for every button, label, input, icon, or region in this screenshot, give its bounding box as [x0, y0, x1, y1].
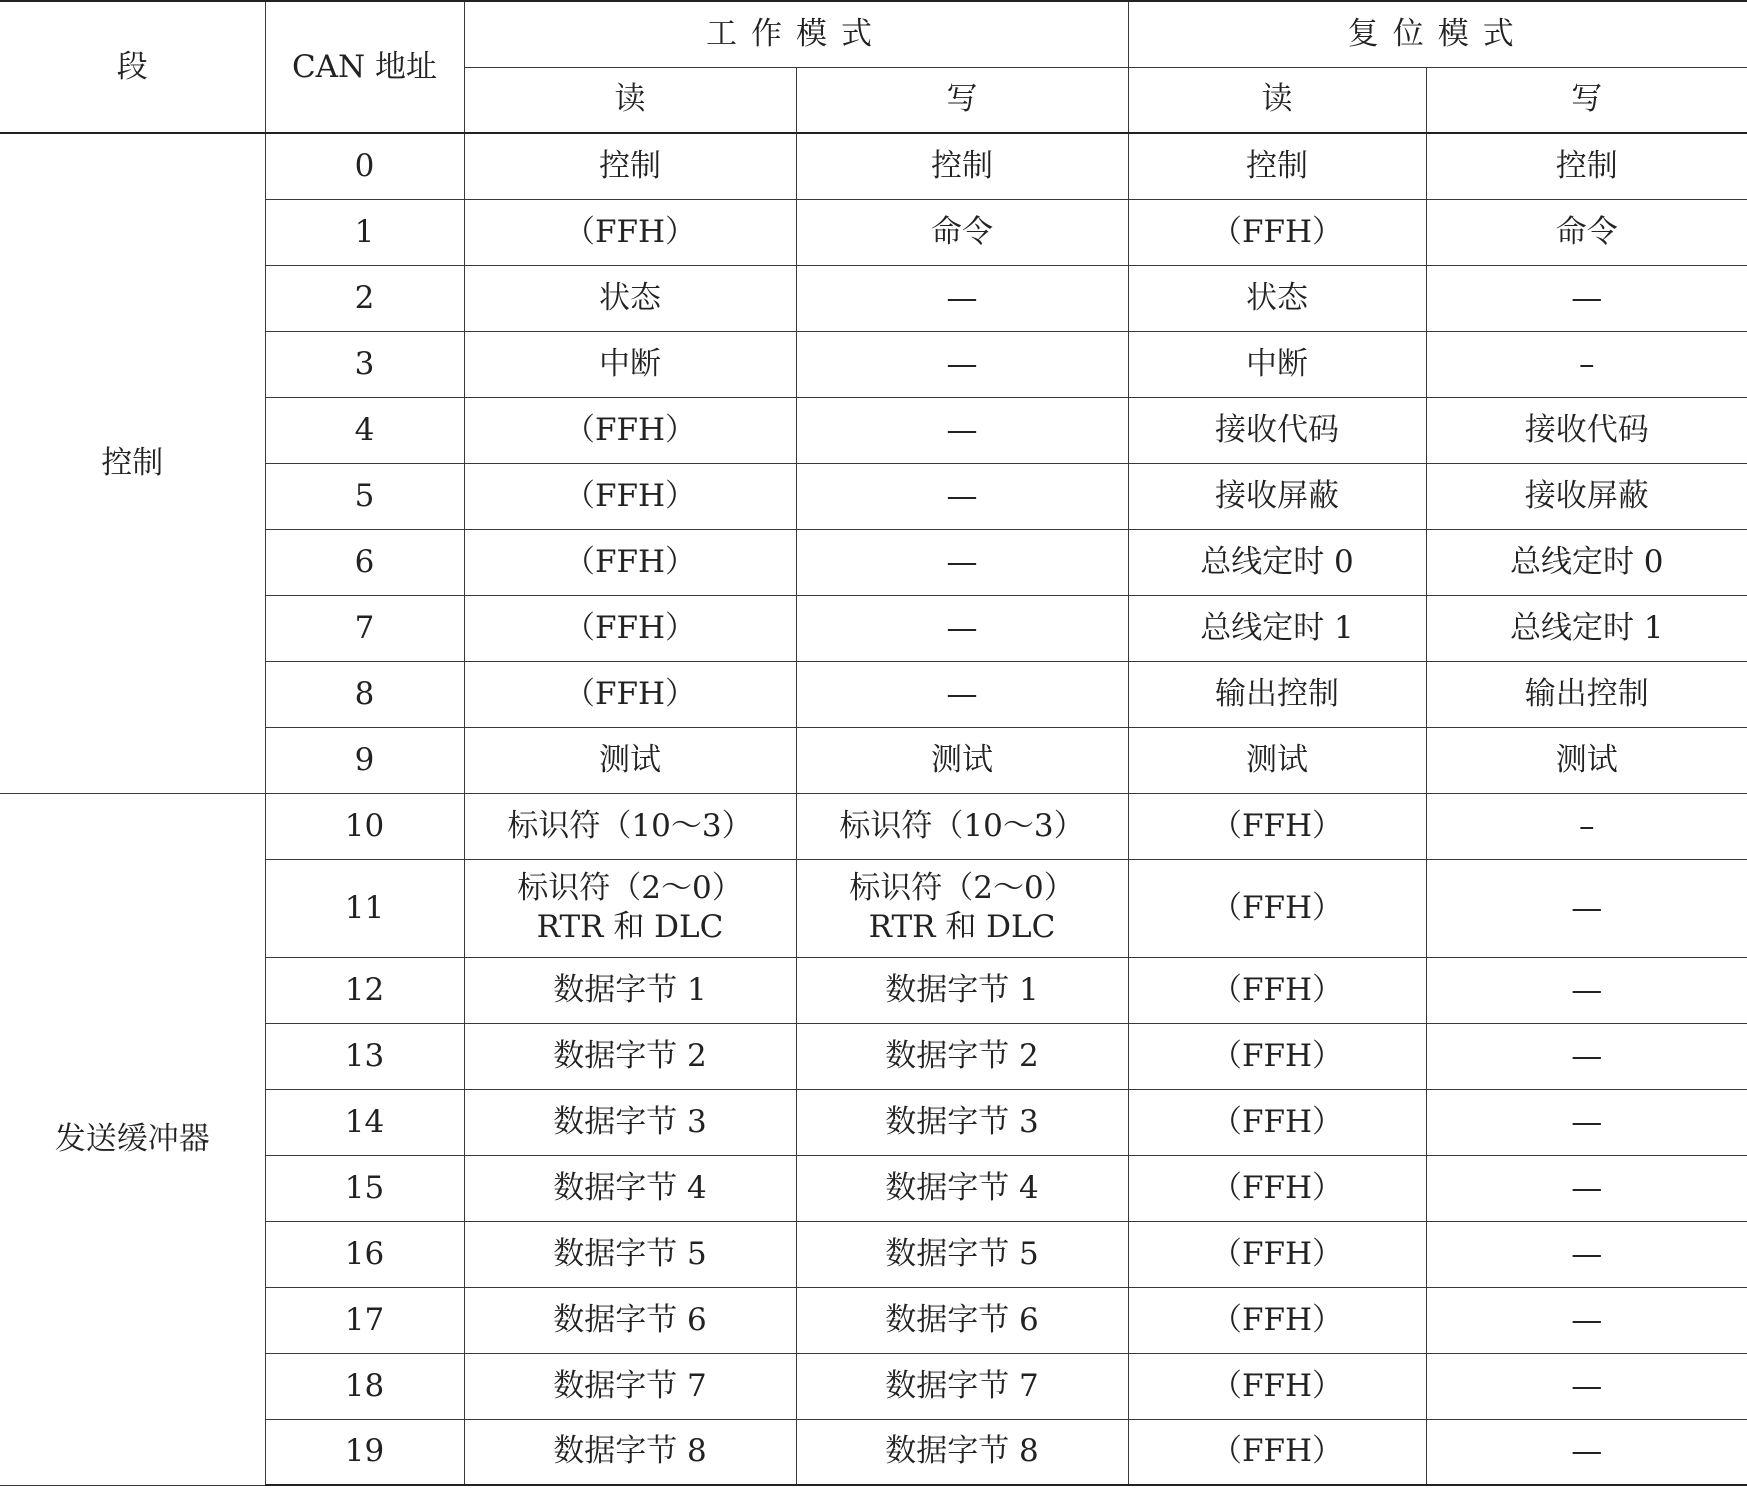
address-cell: 19 — [265, 1419, 464, 1485]
reset-read-cell: 输出控制 — [1128, 661, 1426, 727]
reset-write-cell: — — [1426, 1419, 1747, 1485]
work-read-cell-line-1: 标识符（2～0） — [517, 870, 743, 907]
reset-read-cell: 测试 — [1128, 727, 1426, 793]
reset-write-cell: 总线定时 0 — [1426, 529, 1747, 595]
work-write-cell: 数据字节 3 — [796, 1089, 1128, 1155]
work-read-cell: 中断 — [464, 331, 796, 397]
work-write-cell: — — [796, 265, 1128, 331]
header-segment: 段 — [0, 1, 265, 133]
header-can-address: CAN 地址 — [265, 1, 464, 133]
work-write-cell: 数据字节 6 — [796, 1287, 1128, 1353]
work-read-cell-line-2: RTR 和 DLC — [536, 909, 724, 945]
reset-write-cell: — — [1426, 1287, 1747, 1353]
reset-read-cell: （FFH） — [1128, 1221, 1426, 1287]
reset-read-cell: （FFH） — [1128, 1353, 1426, 1419]
work-write-cell: — — [796, 463, 1128, 529]
work-read-cell: （FFH） — [464, 529, 796, 595]
reset-write-cell: — — [1426, 265, 1747, 331]
work-read-cell: 标识符（10～3） — [464, 793, 796, 859]
address-cell: 10 — [265, 793, 464, 859]
reset-read-cell: （FFH） — [1128, 859, 1426, 957]
work-read-cell: （FFH） — [464, 397, 796, 463]
reset-write-cell: — — [1426, 1221, 1747, 1287]
work-write-cell: 数据字节 5 — [796, 1221, 1128, 1287]
reset-write-cell: 命令 — [1426, 199, 1747, 265]
work-read-cell: 数据字节 5 — [464, 1221, 796, 1287]
address-cell: 1 — [265, 199, 464, 265]
work-write-cell: 测试 — [796, 727, 1128, 793]
work-read-cell: 控制 — [464, 133, 796, 199]
address-cell: 15 — [265, 1155, 464, 1221]
work-read-cell: 数据字节 2 — [464, 1023, 796, 1089]
table-row — [0, 133, 1747, 199]
work-read-cell: 数据字节 1 — [464, 957, 796, 1023]
work-read-cell: （FFH） — [464, 463, 796, 529]
reset-write-cell: — — [1426, 1353, 1747, 1419]
address-cell: 5 — [265, 463, 464, 529]
reset-write-cell: 测试 — [1426, 727, 1747, 793]
address-cell: 3 — [265, 331, 464, 397]
table-body — [0, 133, 1747, 1485]
work-write-cell: 数据字节 2 — [796, 1023, 1128, 1089]
work-read-cell: 数据字节 3 — [464, 1089, 796, 1155]
address-cell: 7 — [265, 595, 464, 661]
address-cell: 4 — [265, 397, 464, 463]
reset-read-cell: 接收屏蔽 — [1128, 463, 1426, 529]
work-read-cell — [464, 859, 796, 957]
work-write-cell: 数据字节 1 — [796, 957, 1128, 1023]
work-read-cell: 数据字节 8 — [464, 1419, 796, 1485]
reset-write-cell: — — [1426, 957, 1747, 1023]
work-write-cell: 命令 — [796, 199, 1128, 265]
work-read-cell: 数据字节 6 — [464, 1287, 796, 1353]
work-write-cell: — — [796, 397, 1128, 463]
address-cell: 8 — [265, 661, 464, 727]
reset-read-cell: 状态 — [1128, 265, 1426, 331]
address-cell: 9 — [265, 727, 464, 793]
work-write-cell-line-2: RTR 和 DLC — [868, 909, 1056, 945]
work-read-cell: 数据字节 4 — [464, 1155, 796, 1221]
address-cell: 6 — [265, 529, 464, 595]
reset-read-cell: （FFH） — [1128, 793, 1426, 859]
reset-read-cell: （FFH） — [1128, 1155, 1426, 1221]
address-cell: 11 — [265, 859, 464, 957]
reset-read-cell: （FFH） — [1128, 1287, 1426, 1353]
address-cell: 14 — [265, 1089, 464, 1155]
reset-read-cell: 中断 — [1128, 331, 1426, 397]
reset-write-cell: – — [1426, 331, 1747, 397]
table-header — [0, 1, 1747, 133]
table-row — [0, 793, 1747, 859]
reset-write-cell: — — [1426, 859, 1747, 957]
work-write-cell-line-1: 标识符（2～0） — [849, 870, 1075, 907]
address-cell: 17 — [265, 1287, 464, 1353]
work-read-cell: 数据字节 7 — [464, 1353, 796, 1419]
header-reset-write: 写 — [1426, 67, 1747, 133]
reset-read-cell: （FFH） — [1128, 1419, 1426, 1485]
address-cell: 2 — [265, 265, 464, 331]
reset-write-cell: 接收屏蔽 — [1426, 463, 1747, 529]
work-write-cell: — — [796, 331, 1128, 397]
reset-write-cell: — — [1426, 1155, 1747, 1221]
reset-write-cell: — — [1426, 1023, 1747, 1089]
work-write-cell: 控制 — [796, 133, 1128, 199]
header-work-read: 读 — [464, 67, 796, 133]
address-cell: 0 — [265, 133, 464, 199]
reset-read-cell: 控制 — [1128, 133, 1426, 199]
work-read-cell: （FFH） — [464, 199, 796, 265]
address-cell: 13 — [265, 1023, 464, 1089]
reset-write-cell: — — [1426, 1089, 1747, 1155]
reset-write-cell: 总线定时 1 — [1426, 595, 1747, 661]
header-reset-mode: 复位模式 — [1128, 1, 1747, 67]
work-write-cell: — — [796, 595, 1128, 661]
reset-read-cell: （FFH） — [1128, 199, 1426, 265]
work-read-cell: （FFH） — [464, 595, 796, 661]
work-write-cell: — — [796, 529, 1128, 595]
segment-cell: 发送缓冲器 — [0, 793, 265, 1485]
work-write-cell: 数据字节 4 — [796, 1155, 1128, 1221]
work-write-cell: — — [796, 661, 1128, 727]
work-read-cell: 测试 — [464, 727, 796, 793]
work-write-cell: 标识符（10～3） — [796, 793, 1128, 859]
header-work-write: 写 — [796, 67, 1128, 133]
reset-read-cell: （FFH） — [1128, 1089, 1426, 1155]
reset-write-cell: 接收代码 — [1426, 397, 1747, 463]
work-write-cell: 数据字节 8 — [796, 1419, 1128, 1485]
header-reset-read: 读 — [1128, 67, 1426, 133]
reset-read-cell: 总线定时 1 — [1128, 595, 1426, 661]
segment-cell: 控制 — [0, 133, 265, 793]
work-write-cell: 数据字节 7 — [796, 1353, 1128, 1419]
work-write-cell — [796, 859, 1128, 957]
address-cell: 16 — [265, 1221, 464, 1287]
reset-write-cell: 输出控制 — [1426, 661, 1747, 727]
address-cell: 12 — [265, 957, 464, 1023]
header-work-mode: 工作模式 — [464, 1, 1128, 67]
reset-read-cell: 总线定时 0 — [1128, 529, 1426, 595]
reset-read-cell: （FFH） — [1128, 957, 1426, 1023]
reset-read-cell: （FFH） — [1128, 1023, 1426, 1089]
work-read-cell: 状态 — [464, 265, 796, 331]
reset-write-cell: – — [1426, 793, 1747, 859]
address-cell: 18 — [265, 1353, 464, 1419]
work-read-cell: （FFH） — [464, 661, 796, 727]
reset-read-cell: 接收代码 — [1128, 397, 1426, 463]
reset-write-cell: 控制 — [1426, 133, 1747, 199]
